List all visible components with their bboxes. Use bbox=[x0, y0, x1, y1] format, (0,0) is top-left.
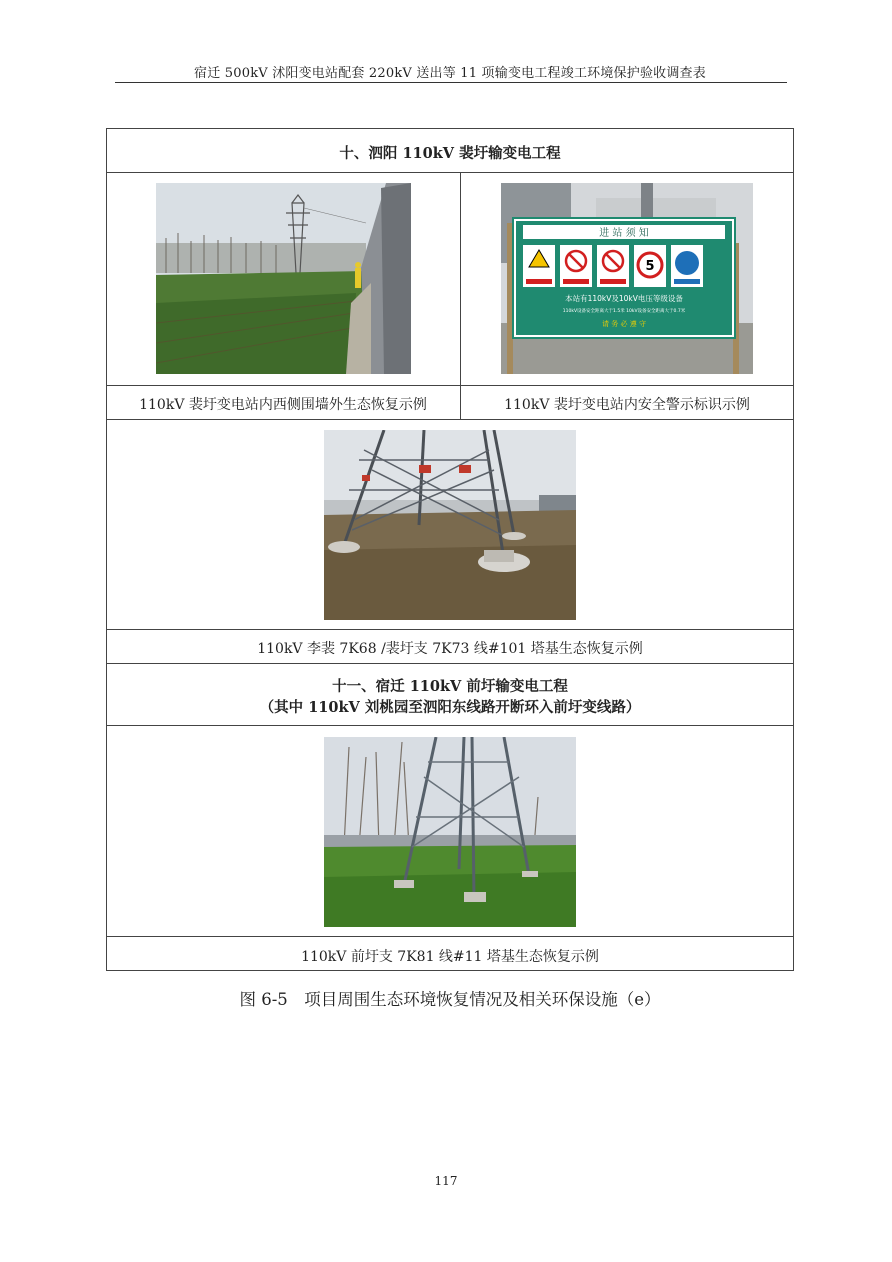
photo-wall-ecology bbox=[156, 183, 411, 374]
photo-caption: 110kV 裴圩变电站内西侧围墙外生态恢复示例 bbox=[139, 397, 427, 413]
table-rule bbox=[106, 629, 794, 630]
photo-tower-base-11 bbox=[324, 737, 576, 927]
table-rule bbox=[106, 419, 794, 420]
table-rule bbox=[106, 936, 794, 937]
photo-caption: 110kV 李裴 7K68 /裴圩支 7K73 线#101 塔基生态恢复示例 bbox=[257, 641, 643, 657]
table-rule bbox=[106, 385, 794, 386]
sign-line-1: 本站有110kV及10kV电压等级设备 bbox=[565, 294, 683, 303]
table-column-divider bbox=[460, 172, 461, 419]
page-number: 117 bbox=[434, 1174, 458, 1188]
sign-speed-limit: 5 bbox=[645, 259, 655, 274]
figure-caption: 图 6-5 项目周围生态环境恢复情况及相关环保设施（e） bbox=[239, 990, 661, 1009]
photo-caption: 110kV 裴圩变电站内安全警示标识示例 bbox=[504, 397, 750, 413]
table-rule bbox=[106, 725, 794, 726]
photo-tower-base-101 bbox=[324, 430, 576, 620]
sign-line-3: 请 务 必 遵 守 bbox=[602, 320, 646, 328]
section-title: 十一、宿迁 110kV 前圩输变电工程 bbox=[332, 678, 568, 695]
table-rule bbox=[106, 172, 794, 173]
header-rule bbox=[115, 82, 787, 83]
photo-caption: 110kV 前圩支 7K81 线#11 塔基生态恢复示例 bbox=[301, 949, 599, 965]
sign-heading: 进 站 须 知 bbox=[599, 228, 649, 239]
section-title: 十、泗阳 110kV 裴圩输变电工程 bbox=[339, 145, 561, 162]
running-header: 宿迁 500kV 沭阳变电站配套 220kV 送出等 11 项输变电工程竣工环境保护验收调查表 bbox=[194, 66, 706, 81]
sign-line-2: 110kV设备安全距离大于1.5米 10kV设备安全距离大于0.7米 bbox=[562, 309, 686, 314]
section-subtitle: （其中 110kV 刘桃园至泗阳东线路开断环入前圩变线路） bbox=[259, 699, 641, 716]
photo-safety-sign bbox=[501, 183, 753, 374]
table-rule bbox=[106, 663, 794, 664]
